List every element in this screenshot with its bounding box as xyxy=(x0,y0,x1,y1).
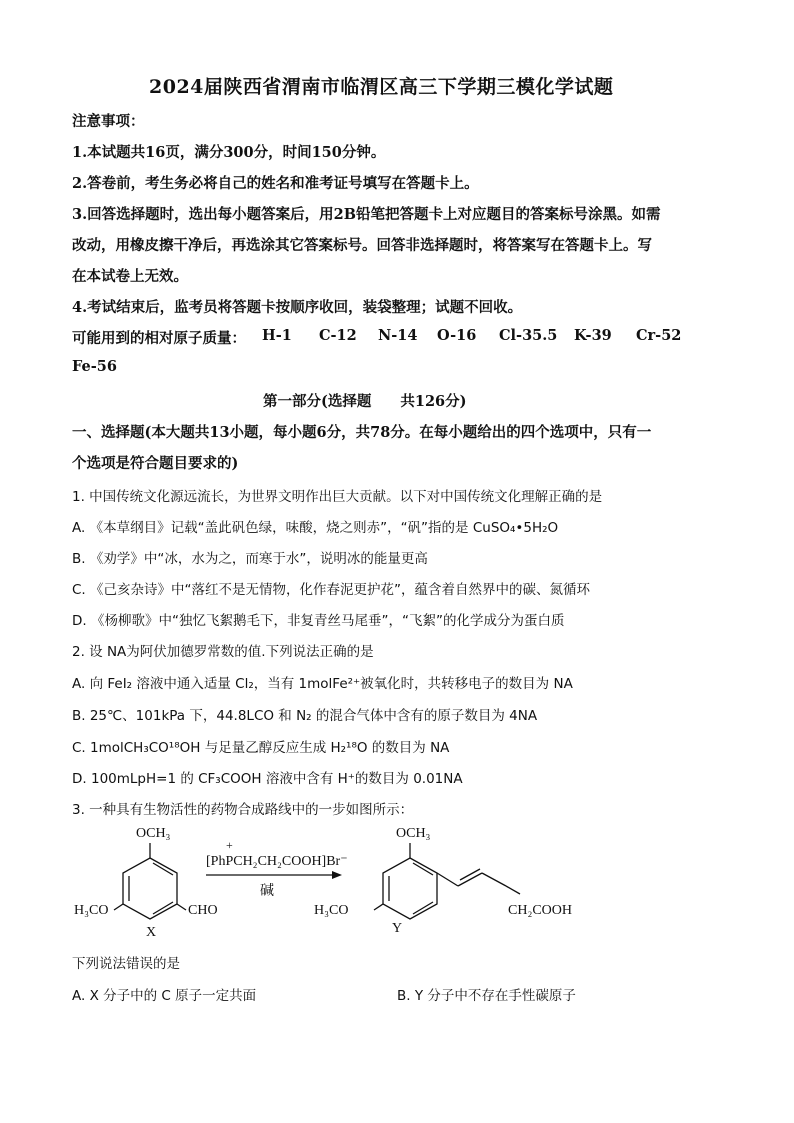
notice-item-3c: 在本试卷上无效。 xyxy=(72,268,188,285)
part-title: 第一部分(选择题 共126分) xyxy=(263,393,467,410)
reaction-condition: 碱 xyxy=(260,884,274,899)
q3-option-a: A. X 分子中的 C 原子一定共面 xyxy=(72,988,257,1004)
notice-item-3a: 3.回答选择题时，选出每小题答案后，用2B铅笔把答题卡上对应题目的答案标号涂黑。如需 xyxy=(72,206,661,223)
q3-option-b: B. Y 分子中不存在手性碳原子 xyxy=(397,988,576,1004)
notice-item-1: 1.本试题共16页，满分300分，时间150分钟。 xyxy=(72,144,386,161)
q2-option-d: D. 100mLpH=1 的 CF₃COOH 溶液中含有 H⁺的数目为 0.01NA xyxy=(72,771,463,787)
q3-stem: 3. 一种具有生物活性的药物合成路线中的一步如图所示： xyxy=(72,802,414,818)
atomic-mass-n: N-14 xyxy=(378,327,418,344)
atomic-mass-c: C-12 xyxy=(319,327,357,344)
x-och3-label: OCH₃ xyxy=(136,826,171,841)
y-h3co-label: H₃CO xyxy=(314,903,349,918)
x-label: X xyxy=(146,925,157,940)
atomic-mass-o: O-16 xyxy=(437,327,477,344)
atomic-mass-k: K-39 xyxy=(574,327,612,344)
atomic-mass-label: 可能用到的相对原子质量： xyxy=(72,330,246,347)
q3-prompt: 下列说法错误的是 xyxy=(72,956,180,972)
notice-item-4: 4.考试结束后，监考员将答题卡按顺序收回，装袋整理；试题不回收。 xyxy=(72,299,523,316)
q2-option-c: C. 1molCH₃CO¹⁸OH 与足量乙醇反应生成 H₂¹⁸O 的数目为 NA xyxy=(72,740,450,756)
q2-stem: 2. 设 NA为阿伏加德罗常数的值.下列说法正确的是 xyxy=(72,644,374,660)
q1-option-c: C. 《己亥杂诗》中“落红不是无情物，化作春泥更护花”，蕴含着自然界中的碳、氮循环 xyxy=(72,582,590,598)
q2-option-a: A. 向 FeI₂ 溶液中通入适量 Cl₂，当有 1molFe²⁺被氧化时，共转移电子的数目为 NA xyxy=(72,676,573,692)
y-label: Y xyxy=(392,921,403,936)
x-cho-label: CHO xyxy=(188,903,218,918)
reagent-formula: [PhPCH₂CH₂COOH]Br⁻ xyxy=(206,854,348,869)
atomic-mass-cl: Cl-35.5 xyxy=(499,327,558,344)
q1-stem: 1. 中国传统文化源远流长，为世界文明作出巨大贡献。以下对中国传统文化理解正确的是 xyxy=(72,489,603,505)
notice-heading: 注意事项： xyxy=(72,113,145,130)
atomic-mass-fe: Fe-56 xyxy=(72,358,117,375)
page-title: 2024届陕西省渭南市临渭区高三下学期三模化学试题 xyxy=(149,76,614,98)
q1-option-a: A. 《本草纲目》记载“盖此矾色绿，味酸，烧之则赤”，“矾”指的是 CuSO₄•5H₂O xyxy=(72,520,559,536)
molecule-x-structure xyxy=(114,843,186,919)
reagent-plus: + xyxy=(226,838,233,852)
section-heading-line1: 一、选择题(本大题共13小题，每小题6分，共78分。在每小题给出的四个选项中，只有一 xyxy=(72,424,652,441)
q1-option-d: D. 《杨柳歌》中“独忆飞絮鹅毛下，非复青丝马尾垂”，“飞絮”的化学成分为蛋白质 xyxy=(72,613,565,629)
notice-item-2: 2.答卷前，考生务必将自己的姓名和准考证号填写在答题卡上。 xyxy=(72,175,479,192)
y-och3-label: OCH₃ xyxy=(396,826,431,841)
section-heading-line2: 个选项是符合题目要求的) xyxy=(72,455,239,472)
x-h3co-label: H₃CO xyxy=(74,903,109,918)
y-ch2cooh-label: CH₂COOH xyxy=(508,903,572,918)
atomic-mass-cr: Cr-52 xyxy=(636,327,682,344)
notice-item-3b: 改动，用橡皮擦干净后，再选涂其它答案标号。回答非选择题时，将答案写在答题卡上。写 xyxy=(72,237,652,254)
q1-option-b: B. 《劝学》中“冰，水为之，而寒于水”，说明冰的能量更高 xyxy=(72,551,428,567)
molecule-y-structure xyxy=(374,843,520,919)
atomic-mass-h: H-1 xyxy=(262,327,292,344)
q2-option-b: B. 25℃、101kPa 下，44.8LCO 和 N₂ 的混合气体中含有的原子数目为 4NA xyxy=(72,708,538,724)
reaction-arrow xyxy=(206,871,342,879)
